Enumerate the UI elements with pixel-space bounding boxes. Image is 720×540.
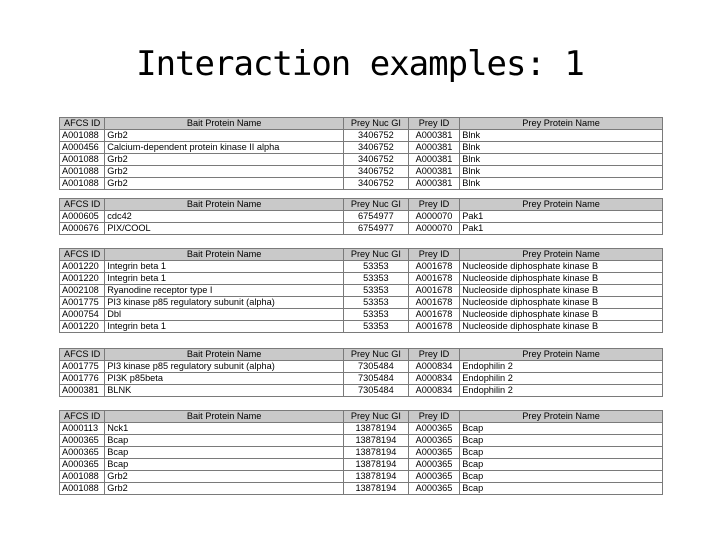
prey-nuc-gi-cell: 53353 xyxy=(343,285,408,297)
prey-nuc-gi-cell: 7305484 xyxy=(343,373,408,385)
prey-nuc-gi-cell: 13878194 xyxy=(343,423,408,435)
afcs-id-cell: A001220 xyxy=(60,273,105,285)
table-row xyxy=(60,483,663,495)
column-header: Bait Protein Name xyxy=(105,411,344,423)
table-row xyxy=(60,178,663,190)
prey-nuc-gi-cell: 6754977 xyxy=(343,223,408,235)
afcs-id-cell: A000113 xyxy=(60,423,105,435)
table-row xyxy=(60,459,663,471)
column-header: Prey Protein Name xyxy=(460,349,663,361)
prey-protein-cell: Nucleoside diphosphate kinase B xyxy=(460,321,663,333)
prey-nuc-gi-cell: 13878194 xyxy=(343,447,408,459)
prey-id-cell: A000381 xyxy=(408,178,459,190)
afcs-id-cell: A002108 xyxy=(60,285,105,297)
afcs-id-cell: A000365 xyxy=(60,447,105,459)
bait-protein-cell: PI3K p85beta xyxy=(105,373,344,385)
prey-protein-cell: Blnk xyxy=(460,154,663,166)
column-header: Bait Protein Name xyxy=(105,199,344,211)
prey-protein-cell: Bcap xyxy=(460,471,663,483)
prey-id-cell: A000381 xyxy=(408,130,459,142)
bait-protein-cell: PIX/COOL xyxy=(105,223,344,235)
afcs-id-cell: A001088 xyxy=(60,471,105,483)
bait-protein-cell: Bcap xyxy=(105,459,344,471)
column-header: Bait Protein Name xyxy=(105,249,344,261)
prey-nuc-gi-cell: 6754977 xyxy=(343,211,408,223)
table-row xyxy=(60,223,663,235)
prey-id-cell: A000365 xyxy=(408,447,459,459)
prey-nuc-gi-cell: 13878194 xyxy=(343,459,408,471)
prey-protein-cell: Nucleoside diphosphate kinase B xyxy=(460,297,663,309)
table-row xyxy=(60,297,663,309)
column-header: Bait Protein Name xyxy=(105,118,344,130)
bait-protein-cell: Grb2 xyxy=(105,130,344,142)
column-header: Prey ID xyxy=(408,199,459,211)
table-row xyxy=(60,130,663,142)
column-header: Prey Protein Name xyxy=(460,411,663,423)
table-row xyxy=(60,423,663,435)
header-row xyxy=(60,349,663,361)
interaction-table xyxy=(59,248,663,333)
afcs-id-cell: A001775 xyxy=(60,297,105,309)
afcs-id-cell: A001088 xyxy=(60,154,105,166)
column-header: Prey ID xyxy=(408,349,459,361)
prey-protein-cell: Pak1 xyxy=(460,223,663,235)
prey-id-cell: A001678 xyxy=(408,273,459,285)
table-row xyxy=(60,321,663,333)
column-header: AFCS ID xyxy=(60,249,105,261)
column-header: Prey ID xyxy=(408,118,459,130)
table-row xyxy=(60,166,663,178)
header-row xyxy=(60,118,663,130)
prey-protein-cell: Bcap xyxy=(460,447,663,459)
afcs-id-cell: A000365 xyxy=(60,435,105,447)
bait-protein-cell: cdc42 xyxy=(105,211,344,223)
afcs-id-cell: A000381 xyxy=(60,385,105,397)
prey-protein-cell: Bcap xyxy=(460,483,663,495)
afcs-id-cell: A001220 xyxy=(60,321,105,333)
afcs-id-cell: A000365 xyxy=(60,459,105,471)
table-row xyxy=(60,435,663,447)
prey-id-cell: A000365 xyxy=(408,459,459,471)
prey-protein-cell: Endophilin 2 xyxy=(460,385,663,397)
afcs-id-cell: A000676 xyxy=(60,223,105,235)
table-row xyxy=(60,471,663,483)
prey-nuc-gi-cell: 53353 xyxy=(343,261,408,273)
header-row xyxy=(60,199,663,211)
prey-nuc-gi-cell: 53353 xyxy=(343,321,408,333)
prey-id-cell: A000381 xyxy=(408,166,459,178)
prey-id-cell: A000365 xyxy=(408,483,459,495)
prey-id-cell: A000365 xyxy=(408,435,459,447)
interaction-table xyxy=(59,117,663,190)
column-header: Prey Nuc GI xyxy=(343,349,408,361)
prey-id-cell: A001678 xyxy=(408,321,459,333)
prey-nuc-gi-cell: 3406752 xyxy=(343,166,408,178)
afcs-id-cell: A000456 xyxy=(60,142,105,154)
bait-protein-cell: Calcium-dependent protein kinase II alpha xyxy=(105,142,344,154)
prey-protein-cell: Bcap xyxy=(460,435,663,447)
prey-protein-cell: Pak1 xyxy=(460,211,663,223)
bait-protein-cell: Bcap xyxy=(105,435,344,447)
prey-nuc-gi-cell: 13878194 xyxy=(343,435,408,447)
prey-id-cell: A000834 xyxy=(408,373,459,385)
prey-nuc-gi-cell: 3406752 xyxy=(343,130,408,142)
afcs-id-cell: A001775 xyxy=(60,361,105,373)
prey-id-cell: A001678 xyxy=(408,297,459,309)
bait-protein-cell: Dbl xyxy=(105,309,344,321)
column-header: Prey ID xyxy=(408,249,459,261)
column-header: AFCS ID xyxy=(60,349,105,361)
table-row xyxy=(60,273,663,285)
prey-protein-cell: Blnk xyxy=(460,142,663,154)
prey-id-cell: A000070 xyxy=(408,211,459,223)
prey-protein-cell: Blnk xyxy=(460,166,663,178)
prey-id-cell: A001678 xyxy=(408,309,459,321)
column-header: Prey Nuc GI xyxy=(343,249,408,261)
prey-protein-cell: Nucleoside diphosphate kinase B xyxy=(460,309,663,321)
prey-protein-cell: Nucleoside diphosphate kinase B xyxy=(460,273,663,285)
interaction-table xyxy=(59,348,663,397)
prey-protein-cell: Nucleoside diphosphate kinase B xyxy=(460,261,663,273)
afcs-id-cell: A001088 xyxy=(60,178,105,190)
afcs-id-cell: A001088 xyxy=(60,166,105,178)
prey-id-cell: A000365 xyxy=(408,471,459,483)
prey-protein-cell: Endophilin 2 xyxy=(460,361,663,373)
bait-protein-cell: Ryanodine receptor type I xyxy=(105,285,344,297)
table-row xyxy=(60,385,663,397)
prey-nuc-gi-cell: 3406752 xyxy=(343,142,408,154)
prey-protein-cell: Bcap xyxy=(460,423,663,435)
table-row xyxy=(60,373,663,385)
prey-id-cell: A000070 xyxy=(408,223,459,235)
interaction-table xyxy=(59,410,663,495)
bait-protein-cell: PI3 kinase p85 regulatory subunit (alpha) xyxy=(105,361,344,373)
bait-protein-cell: Grb2 xyxy=(105,166,344,178)
bait-protein-cell: BLNK xyxy=(105,385,344,397)
table-row xyxy=(60,309,663,321)
bait-protein-cell: Integrin beta 1 xyxy=(105,261,344,273)
bait-protein-cell: Integrin beta 1 xyxy=(105,321,344,333)
afcs-id-cell: A001220 xyxy=(60,261,105,273)
table-row xyxy=(60,142,663,154)
prey-nuc-gi-cell: 13878194 xyxy=(343,471,408,483)
table-row xyxy=(60,285,663,297)
prey-protein-cell: Blnk xyxy=(460,178,663,190)
column-header: Prey Protein Name xyxy=(460,249,663,261)
prey-nuc-gi-cell: 13878194 xyxy=(343,483,408,495)
afcs-id-cell: A001088 xyxy=(60,130,105,142)
bait-protein-cell: Bcap xyxy=(105,447,344,459)
bait-protein-cell: PI3 kinase p85 regulatory subunit (alpha) xyxy=(105,297,344,309)
prey-nuc-gi-cell: 53353 xyxy=(343,273,408,285)
prey-id-cell: A001678 xyxy=(408,261,459,273)
prey-protein-cell: Endophilin 2 xyxy=(460,373,663,385)
prey-nuc-gi-cell: 53353 xyxy=(343,309,408,321)
table-row xyxy=(60,261,663,273)
column-header: Prey Nuc GI xyxy=(343,199,408,211)
prey-nuc-gi-cell: 7305484 xyxy=(343,385,408,397)
prey-id-cell: A001678 xyxy=(408,285,459,297)
afcs-id-cell: A000754 xyxy=(60,309,105,321)
column-header: Prey Protein Name xyxy=(460,118,663,130)
prey-nuc-gi-cell: 3406752 xyxy=(343,178,408,190)
header-row xyxy=(60,411,663,423)
prey-protein-cell: Nucleoside diphosphate kinase B xyxy=(460,285,663,297)
afcs-id-cell: A000605 xyxy=(60,211,105,223)
afcs-id-cell: A001776 xyxy=(60,373,105,385)
bait-protein-cell: Grb2 xyxy=(105,471,344,483)
header-row xyxy=(60,249,663,261)
column-header: Prey Nuc GI xyxy=(343,118,408,130)
prey-nuc-gi-cell: 7305484 xyxy=(343,361,408,373)
column-header: AFCS ID xyxy=(60,411,105,423)
bait-protein-cell: Grb2 xyxy=(105,483,344,495)
table-row xyxy=(60,211,663,223)
afcs-id-cell: A001088 xyxy=(60,483,105,495)
column-header: AFCS ID xyxy=(60,199,105,211)
prey-protein-cell: Blnk xyxy=(460,130,663,142)
column-header: Bait Protein Name xyxy=(105,349,344,361)
prey-id-cell: A000365 xyxy=(408,423,459,435)
column-header: AFCS ID xyxy=(60,118,105,130)
table-row xyxy=(60,361,663,373)
bait-protein-cell: Integrin beta 1 xyxy=(105,273,344,285)
prey-id-cell: A000381 xyxy=(408,142,459,154)
table-row xyxy=(60,154,663,166)
bait-protein-cell: Grb2 xyxy=(105,154,344,166)
prey-id-cell: A000381 xyxy=(408,154,459,166)
bait-protein-cell: Grb2 xyxy=(105,178,344,190)
table-row xyxy=(60,447,663,459)
prey-nuc-gi-cell: 53353 xyxy=(343,297,408,309)
prey-id-cell: A000834 xyxy=(408,361,459,373)
column-header: Prey Nuc GI xyxy=(343,411,408,423)
prey-protein-cell: Bcap xyxy=(460,459,663,471)
interaction-table xyxy=(59,198,663,235)
prey-nuc-gi-cell: 3406752 xyxy=(343,154,408,166)
prey-id-cell: A000834 xyxy=(408,385,459,397)
column-header: Prey ID xyxy=(408,411,459,423)
column-header: Prey Protein Name xyxy=(460,199,663,211)
slide-title: Interaction examples: 1 xyxy=(136,44,584,84)
bait-protein-cell: Nck1 xyxy=(105,423,344,435)
